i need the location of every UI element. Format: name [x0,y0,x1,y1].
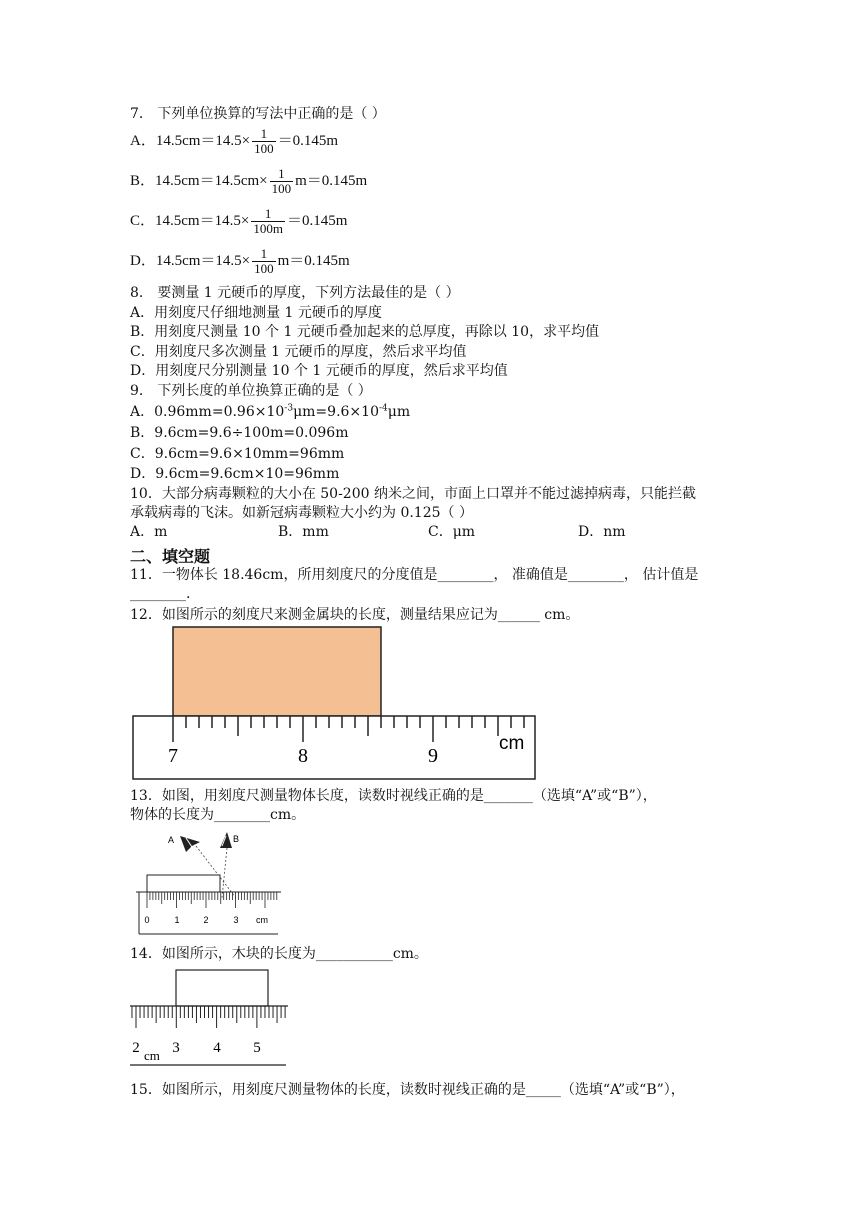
q8-option-d: D．用刻度尺分别测量 10 个 1 元硬币的厚度，然后求平均值 [130,363,508,379]
expr-left: 14.5cm＝14.5× [155,212,250,229]
exponent: -3 [284,403,294,414]
ruler-label-4: 4 [213,1040,221,1056]
q10-option-c: C．μm [428,524,476,540]
expr-left: 14.5cm＝14.5cm× [155,172,268,189]
numerator: 1 [252,127,276,142]
option-label: C． [130,212,156,229]
expr-right: m＝0.145m [295,172,368,189]
ruler-label-0: 0 [144,915,150,925]
ruler-ticks [132,1006,285,1028]
q14-stem: 14．如图所示，木块的长度为___________cm。 [130,946,428,962]
q8-option-b: B．用刻度尺测量 10 个 1 元硬币叠加起来的总厚度，再除以 10，求平均值 [130,324,600,340]
exponent: -4 [378,403,388,414]
metal-block [173,627,381,716]
fraction [252,127,276,156]
option-label: A． [130,132,156,149]
q10-options [130,523,626,541]
q13-line1: 13．如图，用刻度尺测量物体长度，读数时视线正确的是_______（选填“A”或“B”）， [130,788,657,804]
eye-a-icon [180,836,200,852]
expr-right: ＝0.145m [277,132,339,149]
option-label: B． [130,172,156,189]
q11-line1: 11．一物体长 18.46cm，所用刻度尺的分度值是________， 准确值是________， 估计值是 [130,567,699,583]
ruler-label-3: 3 [233,915,239,925]
ruler-label-2: 2 [132,1040,140,1056]
q9-option-b: B．9.6cm=9.6÷100m=0.096m [130,425,349,441]
q7-stem: 7． 下列单位换算的写法中正确的是（ ） [130,106,386,122]
expr-part: μm [387,404,411,420]
q12-ruler-figure [132,626,538,782]
eye-a-label: A [168,835,175,845]
sightline-b [222,848,227,898]
ruler-unit: cm [144,1048,160,1063]
q9-option-a [130,403,410,421]
q8-option-c: C．用刻度尺多次测量 1 元硬币的厚度，然后求平均值 [130,344,467,360]
denominator: 100 [271,181,292,196]
expr-left: 14.5cm＝14.5× [155,132,251,149]
ruler-ticks [147,892,277,908]
ruler-label-9: 9 [428,745,438,767]
expr-right: m＝0.145m [277,252,350,269]
q9-stem: 9． 下列长度的单位换算正确的是（ ） [130,383,372,399]
q12-stem: 12．如图所示的刻度尺来测金属块的长度，测量结果应记为______ cm。 [130,607,580,623]
denominator: 100m [253,221,283,236]
q7-option-a [130,127,338,156]
q7-option-b [130,167,367,196]
ruler-label-3: 3 [172,1040,180,1056]
q13-ruler-figure [136,828,286,936]
denominator: 100 [254,141,274,156]
q10-line2: 承载病毒的飞沫。如新冠病毒颗粒大小约为 0.125（ ） [130,505,473,521]
numerator: 1 [270,167,294,182]
q11-line2: ________. [130,586,191,602]
q10-option-d: D．nm [578,524,626,540]
q15-stem: 15．如图所示，用刻度尺测量物体的长度，读数时视线正确的是_____（选填“A”或“B”）， [130,1082,685,1098]
section-heading: 二、填空题 [130,547,211,566]
numerator: 1 [252,247,276,262]
q9-option-d: D．9.6cm=9.6cm×10=96mm [130,466,340,482]
expr-right: ＝0.145m [286,212,348,229]
option-label: D． [130,252,156,269]
fraction [251,207,285,236]
q8-stem: 8． 要测量 1 元硬币的厚度，下列方法最佳的是（ ） [130,285,460,301]
q14-ruler-figure [128,968,290,1070]
eye-b-icon [220,832,232,848]
wood-block [176,970,268,1006]
ruler-unit: cm [499,733,525,754]
expr-part: A．0.96mm=0.96×10 [130,404,285,420]
fraction [252,247,276,276]
ruler-label-1: 1 [174,915,180,925]
ruler-label-5: 5 [253,1040,261,1056]
q9-option-c: C．9.6cm=9.6×10mm=96mm [130,446,345,462]
q13-line2: 物体的长度为________cm。 [130,807,306,823]
numerator: 1 [251,207,285,222]
q8-option-a: A．用刻度尺仔细地测量 1 元硬币的厚度 [130,305,382,321]
ruler-body [133,716,535,779]
ruler-unit: cm [256,915,268,925]
eye-b-label: B [233,834,240,844]
q10-line1: 10．大部分病毒颗粒的大小在 50-200 纳米之间，市面上口罩并不能过滤掉病毒，只能拦截 [130,486,696,502]
ruler-label-8: 8 [298,745,308,767]
expr-part: μm=9.6×10 [293,404,379,420]
denominator: 100 [254,261,274,276]
ruler-label-2: 2 [203,915,209,925]
ruler-label-7: 7 [168,745,178,767]
q10-option-a: A．m [130,524,168,540]
q7-option-d [130,247,350,276]
q7-option-c [130,207,347,236]
expr-left: 14.5cm＝14.5× [155,252,251,269]
object-block [147,875,220,892]
fraction [270,167,294,196]
q10-option-b: B．mm [278,524,329,540]
